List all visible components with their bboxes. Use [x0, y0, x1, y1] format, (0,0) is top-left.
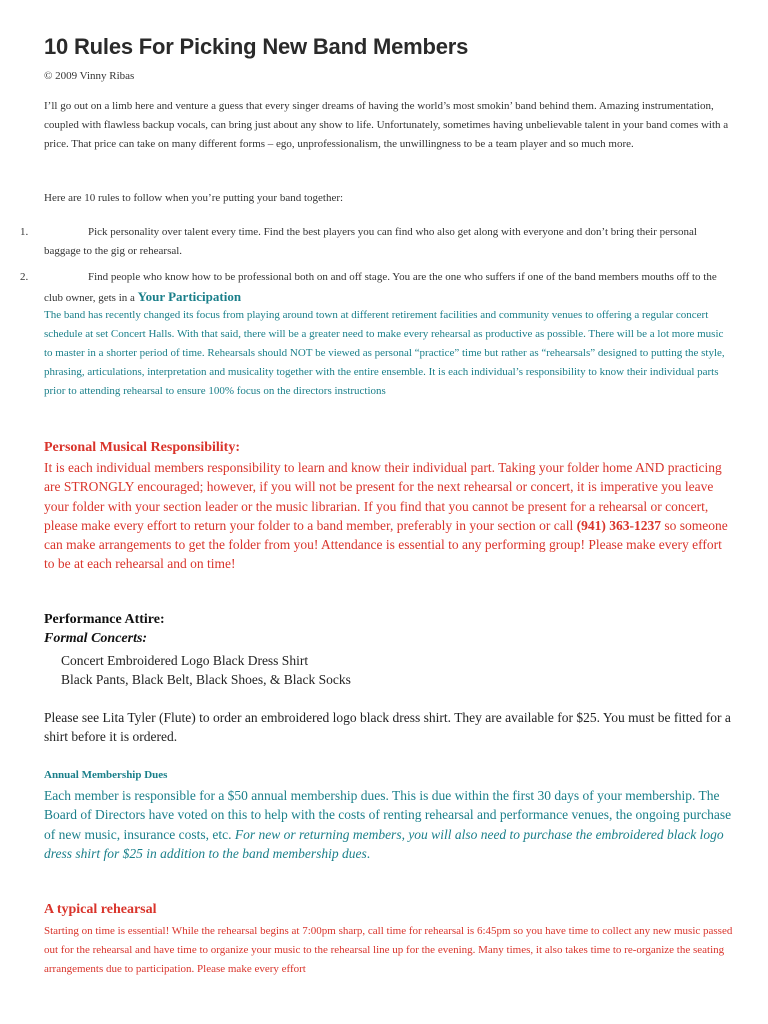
intro-paragraph: I’ll go out on a limb here and venture a guess that every singer dreams of having the world’s most smokin’ band behind them. Amazing instrumentation, coupled with flawless backup vocals, can bring just about any show to life. Unfortunately, sometimes having unbelievable talent in your band comes with a price. That price can take on many different forms – ego, unprofessionalism, the unwillingness to be a team player and so much more. [44, 100, 729, 150]
list-item-number: 1. [20, 226, 29, 238]
formal-concerts-heading: Formal Concerts: [44, 631, 148, 646]
dues-paragraph [44, 786, 734, 863]
page-title: 10 Rules For Picking New Band Members [44, 34, 469, 59]
shirt-order-paragraph: Please see Lita Tyler (Flute) to order an embroidered logo black dress shirt. They are available for $25. You must be fitted for a shirt before it is ordered. [44, 710, 731, 745]
list-item-text [44, 223, 734, 261]
rule-2-text: Find people who know how to be professional both on and off stage. You are the one who suffers if one of the band members mouths off to the club owner, gets in a [44, 271, 717, 304]
phone-number: (941) 363-1237 [576, 517, 661, 533]
responsibility-paragraph [44, 458, 734, 574]
responsibility-text: It is each individual members responsibility to learn and know their individual part. Taking your folder home AND practicing are STRONGLY encouraged; however, if you will not be present for the next rehearsal or concert, it is imperative you leave your folder with your section leader or the music librarian. If you find that you cannot be present for a rehearsal or concert, please make every effort to return your folder to a band member, preferably in your section or call [44, 460, 722, 533]
typical-rehearsal-paragraph: Starting on time is essential! While the rehearsal begins at 7:00pm sharp, call time for rehearsal is 6:45pm so you have time to collect any new music passed out for the rehearsal and have time to organize your music to the rehearsal line up for the evening. Many times, it also takes time to re-organize the seating arrangements due to participation. Please make every effort [44, 925, 733, 975]
dues-text: Each member is responsible for a $50 annual membership dues. This is due within the first 30 days of your membership. The Board of Directors have voted on this to help with the costs of renting rehearsal and performance venues, the ongoing purchase of new music, insurance costs, etc. [44, 788, 732, 842]
responsibility-heading: Personal Musical Responsibility: [44, 440, 241, 455]
dues-italic-text: For new or returning members, you will also need to purchase the embroidered black logo dress shirt for $25 in addition to the band membership dues [44, 826, 724, 861]
responsibility-text-end: so someone can make arrangements to get the folder from you! Attendance is essential to any performing group! Please make every effort to be at each rehearsal and on time! [44, 517, 728, 572]
dues-heading: Annual Membership Dues [44, 769, 168, 781]
attire-line-2: Black Pants, Black Belt, Black Shoes, & Black Socks [61, 672, 351, 687]
dues-period: . [366, 845, 371, 861]
list-item-text [44, 268, 734, 308]
rules-intro: Here are 10 rules to follow when you’re putting your band together: [44, 192, 344, 204]
typical-rehearsal-heading: A typical rehearsal [44, 902, 157, 917]
list-item-number: 2. [20, 271, 29, 283]
attire-line-1: Concert Embroidered Logo Black Dress Shirt [61, 653, 309, 668]
attire-heading: Performance Attire: [44, 612, 165, 627]
participation-paragraph: The band has recently changed its focus from playing around town at different retirement facilities and community venues to offering a regular concert schedule at set Concert Halls. With that said, there will be a greater need to make every rehearsal as productive as possible. There will be a lot more music to master in a shorter period of time. Rehearsals should NOT be viewed as personal “practice” time but rather as “rehearsals” designed to putting the style, phrasing, articulations, interpretation and musicality together with the entire ensemble. It is each individual’s responsibility to know their individual parts prior to attending rehearsal to ensure 100% focus on the directors instructions [44, 309, 725, 397]
rule-1-text: Pick personality over talent every time. Find the best players you can find who also get along with everyone and don’t bring their personal baggage to the gig or rehearsal. [44, 226, 697, 257]
copyright-line: © 2009 Vinny Ribas [44, 70, 135, 82]
participation-heading: Your Participation [137, 289, 242, 304]
